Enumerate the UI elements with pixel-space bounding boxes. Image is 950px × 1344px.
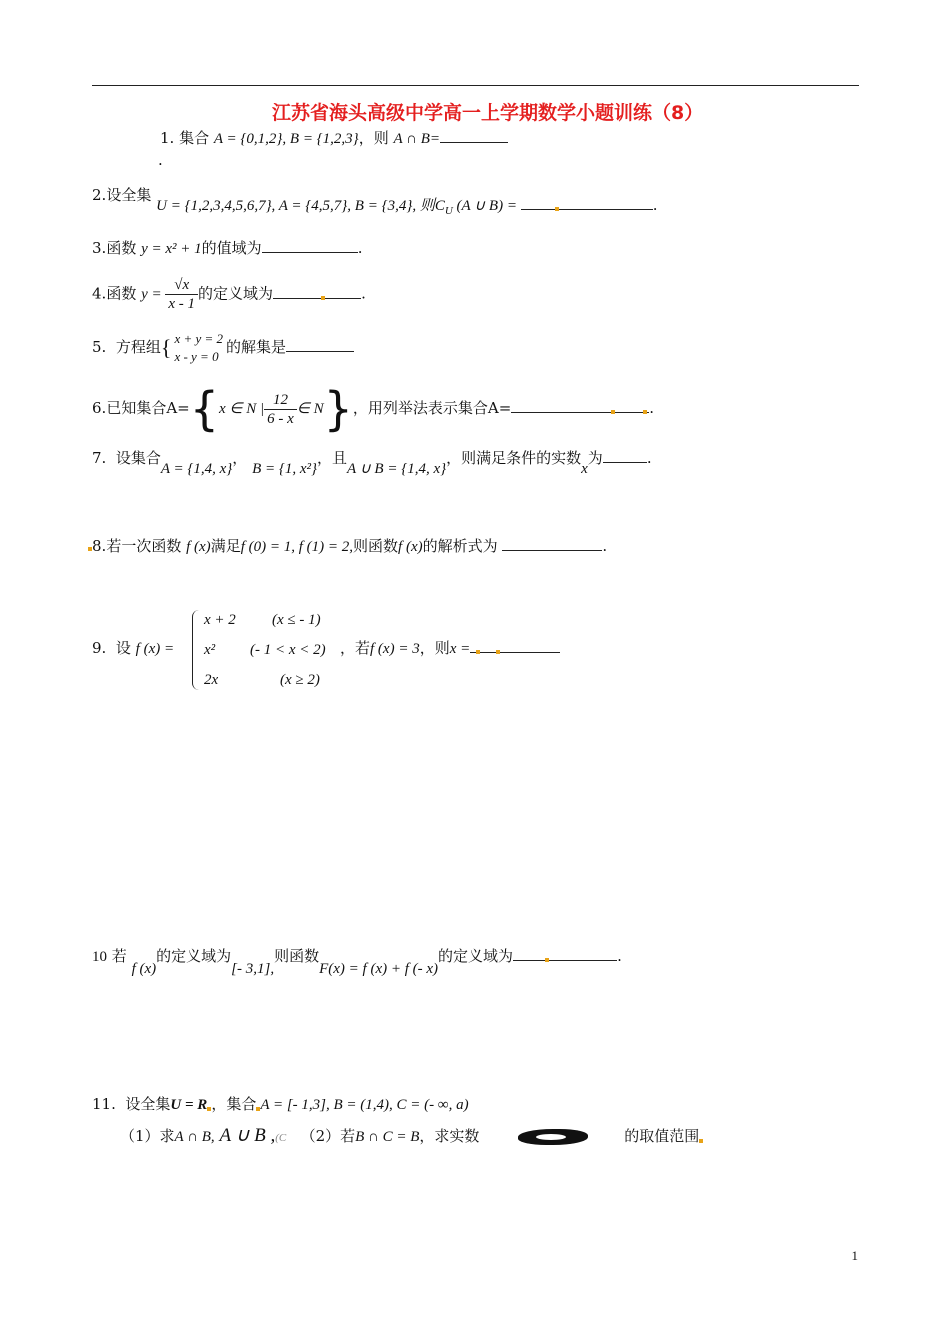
answer-blank-4[interactable] <box>273 284 361 299</box>
question-8: 8.若一次函数 f (x)满足f (0) = 1, f (1) = 2,则函数f (x)的解析式为 . <box>88 536 607 557</box>
answer-blank-1[interactable] <box>440 128 508 143</box>
answer-blank-2[interactable] <box>521 195 653 210</box>
answer-blank-9[interactable] <box>470 638 560 653</box>
question-10: 10 若 f (x)的定义域为[- 3,1],则函数F(x) = f (x) + f (- x)的定义域为 . <box>92 947 622 977</box>
ink-blot-image <box>518 1129 588 1145</box>
question-2: 2.设全集 U = {1,2,3,4,5,6,7}, A = {4,5,7}, B = {3,4}, 则$C_U$ (A ∪ B) = . <box>92 186 658 217</box>
answer-blank-3[interactable] <box>262 238 358 253</box>
question-11: 11. 设全集U = R ，集合 A = [- 1,3], B = (1,4), C = (- ∞, a) <box>92 1095 469 1113</box>
page-number: 1 <box>851 1248 858 1263</box>
question-1: 1. 集合 A = {0,1,2}, B = {1,2,3}，则 A ∩ B= <box>160 128 508 149</box>
question-11-parts: （1）求A ∩ B, A ∪ B ,(C （2）若B ∩ C = B，求实数 的取值范围 <box>120 1126 703 1148</box>
answer-blank-10[interactable] <box>513 946 617 961</box>
answer-blank-7[interactable] <box>603 448 647 463</box>
header-rule <box>92 85 859 86</box>
answer-blank-6[interactable] <box>511 398 649 413</box>
question-6: 6.已知集合A={x ∈ N | $\frac{12}{6 - x}$ ∈ N}，用列举法表示集合A= . <box>92 382 655 436</box>
question-7: 7. 设集合A = {1,4, x}， B = {1, x²}，且A ∪ B = {1,4, x}，则满足条件的实数x为 . <box>92 449 652 477</box>
answer-blank-8[interactable] <box>502 536 602 551</box>
page-title: 江苏省海头高级中学高一上学期数学小题训练（8） <box>272 102 704 124</box>
question-5: 5. 方程组{ x + y = 2 x - y = 0 的解集是 <box>92 330 354 366</box>
question-3: 3.函数 y = x² + 1的值域为 . <box>92 239 363 257</box>
answer-blank-5[interactable] <box>286 337 354 352</box>
question-4: 4.函数 y = $\frac{√x}{x - 1}$ 的定义域为 . <box>92 277 366 312</box>
q1-math: A = {0,1,2}, B = {1,2,3} <box>213 131 359 147</box>
stray-dot: . <box>158 151 163 169</box>
